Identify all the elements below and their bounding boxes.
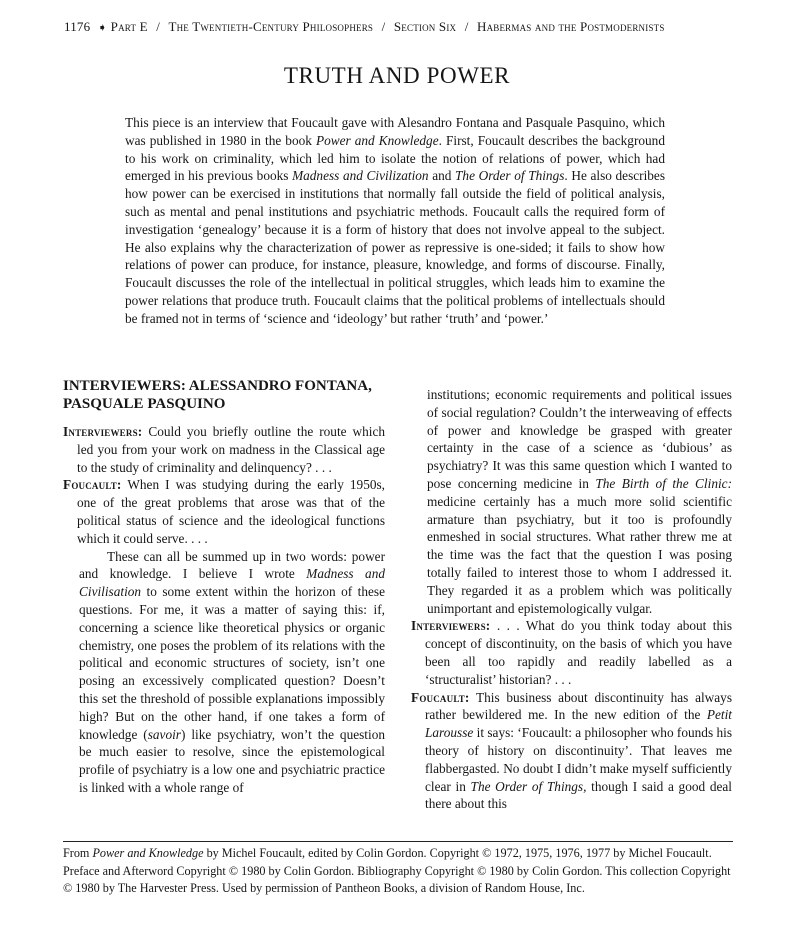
- book-title: Madness and Civilisation: [79, 566, 385, 600]
- speaker-label: Interviewers:: [411, 618, 491, 634]
- italic-term: savoir: [147, 726, 181, 742]
- credit-text: From: [63, 846, 93, 860]
- running-head-chapter: Habermas and the Postmodernists: [476, 19, 665, 34]
- book-title: The Order of Things: [455, 168, 565, 184]
- running-head-section: Section Six: [393, 19, 457, 34]
- right-column: [411, 386, 732, 813]
- source-credit: [63, 845, 739, 898]
- answer-paragraph: [411, 386, 732, 617]
- answer-text: These can all be summed up in two words: power and knowledge. I believe I wrote: [79, 548, 385, 582]
- question-paragraph: [411, 617, 732, 688]
- intro-paragraph: [125, 114, 665, 328]
- book-title: Power and Knowledge: [315, 132, 439, 148]
- separator: /: [381, 19, 386, 34]
- question-text: . . . What do you think today about this concept of discontinuity, on the basis of which you have been all too rapidly and readily labelled as a ‘structuralist’ historian? . . .: [425, 618, 732, 687]
- footnote-divider: [63, 841, 733, 842]
- speaker-label: Interviewers:: [63, 424, 143, 439]
- answer-paragraph: [63, 476, 385, 547]
- book-title: The Order of Things,: [470, 778, 587, 794]
- answer-paragraph: [411, 689, 732, 814]
- running-head-part: Part E: [110, 19, 148, 34]
- answer-text: though I said a good deal there about this: [425, 778, 732, 812]
- answer-text: it says: ‘Foucault: a philosopher who founds his theory of history on discontinuity’. That leaves me flabbergasted. No doubt I didn’t make myself sufficiently clear in: [425, 725, 732, 794]
- intro-text: . First, Foucault describes the background to his work on criminality, which led him to isolate the notion of relations of power, which had emerged in his previous books: [125, 132, 665, 184]
- page-number: 1176: [64, 19, 91, 34]
- credit-text: by Michel Foucault, edited by Colin Gordon. Copyright © 1972, 1975, 1976, 1977 by Michel Foucault. Preface and Afterword Copyright © 1980 by Colin Gordon. Bibliography Copyright © 1980 by Colin Gordon. This collection Copyright © 1980 by The Harvester Press. Used by permission of Pantheon Books, a division of Random House, Inc.: [63, 846, 731, 896]
- book-title: Power and Knowledge: [92, 846, 204, 860]
- heading-line: INTERVIEWERS: ALESSANDRO FONTANA,: [63, 378, 372, 394]
- speaker-label: Foucault:: [411, 689, 470, 705]
- separator: /: [156, 19, 161, 34]
- intro-text: . He also describes how power can be exercised in institutions that normally fall outside the field of political analysis, such as mental and penal institutions and psychiatric methods. Foucault calls the required form of investigation ‘genealogy’ because it is a form of history that does not involve appeal to the subject. He also explains why the characterization of power as repressive is one-sided; it fails to show how relations of power can produce, for instance, pleasure, knowledge, and forms of discourse. Finally, Foucault discusses the role of the intellectual in political struggles, which leads him to examine the power relations that produce truth. Foucault claims that the political problems of intellectuals should be framed not in terms of ‘science and ‘ideology’ but rather ‘truth’ and ‘power.’: [125, 168, 665, 326]
- intro-text: This piece is an interview that Foucault gave with Alesandro Fontana and Pasquale Pasquino, which was published in 1980 in the book: [125, 115, 665, 148]
- answer-text: institutions; economic requirements and political issues of social regulation? Couldn’t the interweaving of effects of power and knowledge be grasped with greater certainty in the case of a science as ‘dubious’ as psychiatry? It was this same question which I wanted to pose concerning medicine in: [427, 387, 732, 491]
- answer-paragraph: [63, 548, 385, 797]
- left-column: [63, 377, 385, 797]
- separator: /: [464, 19, 469, 34]
- interview-heading: [63, 377, 385, 413]
- answer-text: to some extent within the horizon of these questions. For me, it was a matter of saying this: if, concerning a science like theoretical physics or organic chemistry, one poses the problem of its relations with the political and economic structures of society, isn’t one posing an excessively complicated question? Doesn’t this set the threshold of possible explanations impossibly high? But on the other hand, if one takes a form of knowledge (: [79, 584, 385, 742]
- running-head: [64, 19, 744, 35]
- book-title: The Birth of the Clinic:: [595, 475, 732, 491]
- page-title: TRUTH AND POWER: [283, 63, 511, 88]
- heading-line: PASQUALE PASQUINO: [63, 396, 226, 412]
- book-title: Madness and Civilization: [292, 168, 429, 184]
- answer-text: This business about discontinuity has always rather bewildered me. In the new edition of the: [425, 689, 732, 723]
- answer-text: When I was studying during the early 1950s, one of the great problems that arose was that of the political status of science and the ideological functions which it could serve. . . .: [77, 477, 385, 546]
- speaker-label: Foucault:: [63, 477, 122, 493]
- diamond-arrow-icon: ➧: [97, 22, 108, 34]
- intro-text: and: [428, 168, 456, 184]
- question-paragraph: [63, 423, 385, 476]
- running-head-book: The Twentieth-Century Philosophers: [168, 19, 374, 34]
- answer-text: medicine certainly has a much more solid scientific armature than psychiatry, but it too is profoundly enmeshed in social structures. What rather threw me at the time was the fact that the question I was posing totally failed to interest those to whom I addressed it. They regarded it as a problem which was politically unimportant and epistemologically vulgar.: [427, 493, 732, 616]
- answer-text: ) like psychiatry, won’t the question be much easier to resolve, since the epistemological profile of psychiatry is a low one and psychiatric practice is linked with a whole range of: [79, 726, 385, 795]
- question-text: Could you briefly outline the route which led you from your work on madness in the Classical age to the study of criminality and delinquency? . . .: [77, 424, 385, 475]
- book-title: Petit Larousse: [425, 707, 732, 741]
